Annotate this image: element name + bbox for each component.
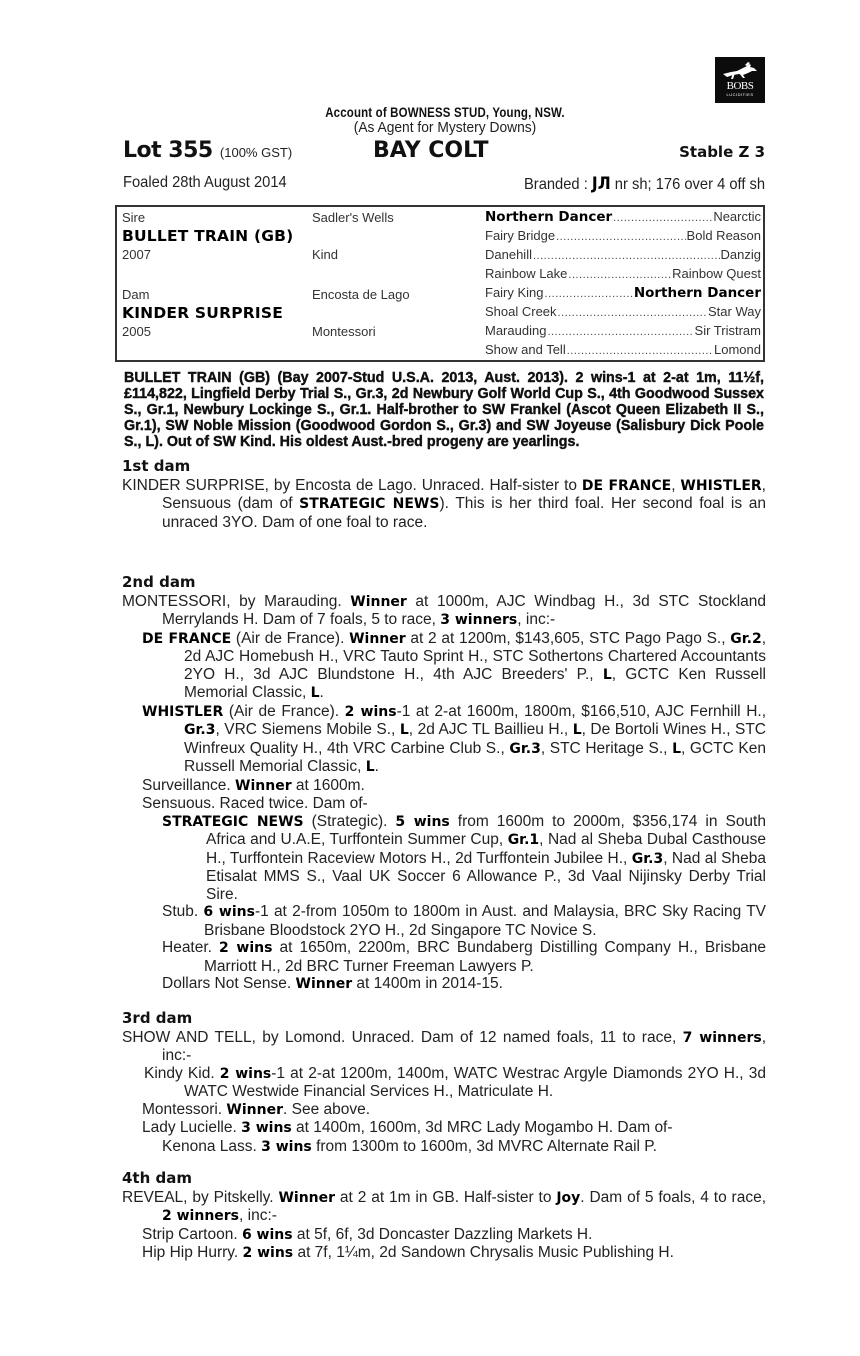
ancestor-left: Shoal Creek (485, 304, 557, 319)
foaled-date: Foaled 28th August 2014 (123, 174, 287, 191)
bold-text: 5 wins (395, 813, 450, 830)
text-run: -1 at 2-from 1050m to 1800m in Aust. and Malaysia, BRC Sky Racing TV Brisbane Bloodstock 2YO H., 2d Singapore TC Novice S. (204, 903, 766, 939)
dam-year: 2005 (122, 324, 151, 339)
bold-text: Winner (235, 777, 292, 794)
text-run: at 1600m. (291, 776, 365, 794)
logo-name: BOBS (726, 80, 754, 92)
progeny-entry (122, 903, 766, 939)
third-dam-section (122, 1010, 766, 1156)
branded-label: Branded : (523, 176, 592, 193)
text-run: , STC Heritage S., (540, 739, 673, 757)
lot-label: Lot 355 (123, 138, 213, 163)
text-run: Lady Lucielle. (142, 1119, 242, 1136)
text-run: ). This is her third foal. Her second foal is an unraced 3YO. Dam of one foal to race. (162, 495, 766, 531)
brand-mark-icon: JЛ (591, 174, 611, 194)
ancestor-left: Marauding (485, 323, 547, 338)
bold-text: Winner (295, 976, 353, 992)
pedigree-table (115, 205, 765, 362)
sire-summary: BULLET TRAIN (GB) (Bay 2007-Stud U.S.A. 2013, Aust. 2013). 2 wins-1 at 2-at 1m, 11½f, £114,822, Lingfield Derby Trial S., Gr.3, 2d Newbury Golf World Cup S., 4th Goodwood Sussex S., Gr.1, Newbury Lockinge S., Gr.1. Half-brother to SW Frankel (Ascot Queen Elizabeth II S., Gr.1), SW Noble Mission (Goodwood Gordon S., Gr.3) and SW Joyeuse (Salisbury Dick Poole S., L). Out of SW Kind. His oldest Aust.-bred progeny are yearlings. (124, 370, 764, 450)
text-run: (Air de France). (231, 629, 350, 647)
pedigree-row (485, 304, 761, 322)
text-run: Dollars Not Sense. (162, 975, 296, 992)
bold-text: Gr.3 (631, 850, 664, 867)
horse-description: BAY COLT (373, 138, 489, 163)
text-run: , Nad al Sheba Dubal Casthouse H., Turffontein Raceview Motors H., 2d Turffontein Jubilee H., (206, 831, 766, 867)
leader-dots (558, 307, 707, 319)
text-run: at 2 at 1m in GB. Half-sister to (335, 1188, 557, 1206)
ancestor-right: Rainbow Quest (672, 266, 761, 281)
progeny-entry (122, 1065, 766, 1101)
grand-progeny-entry (122, 1138, 766, 1157)
text-run: , VRC Siemens Mobile S., (215, 721, 400, 738)
vendor-account: Account of BOWNESS STUD, Young, NSW. (325, 104, 565, 120)
bold-text: 7 winners (682, 1029, 762, 1046)
ancestor-left: Rainbow Lake (485, 266, 568, 281)
bold-text: 2 wins (219, 1065, 272, 1082)
pedigree-row (485, 323, 761, 341)
leader-dots (556, 231, 685, 243)
text-run: , 2d AJC TL Baillieu H., (408, 721, 573, 738)
text-run: from 1300m to 1600m, 3d MVRC Alternate Rail P. (311, 1137, 657, 1155)
bold-text: Joy (556, 1189, 581, 1206)
vendor-agent: (As Agent for Mystery Downs) (353, 119, 537, 136)
text-run: Stub. (162, 903, 204, 920)
text-run: MONTESSORI, by Marauding. (122, 592, 351, 610)
bold-text: DE FRANCE (142, 630, 232, 647)
progeny-entry (122, 1244, 766, 1263)
bold-text: Gr.1 (507, 832, 540, 848)
horse-name-bold: DE FRANCE (581, 477, 672, 494)
text-run: REVEAL, by Pitskelly. (122, 1188, 279, 1206)
progeny-entry (122, 1119, 766, 1138)
bold-text: L (399, 722, 409, 738)
leader-dots (533, 250, 720, 262)
sire-year: 2007 (122, 247, 151, 262)
sire-dam: Kind (312, 247, 339, 262)
text-run: , GCTC Ken Russell Memorial Classic, (184, 739, 766, 775)
bold-text: Winner (350, 593, 407, 610)
text-run: SHOW AND TELL, by Lomond. Unraced. Dam of 12 named foals, 11 to race, (122, 1028, 683, 1046)
progeny-entry (122, 939, 766, 975)
text-run: at 1400m, 1600m, 3d MRC Lady Mogambo H. Dam of- (291, 1119, 673, 1136)
horse-name-bold: STRATEGIC NEWS (299, 496, 440, 512)
bold-text: 6 wins (241, 1226, 293, 1243)
section-heading: 2nd dam (122, 573, 196, 591)
progeny-entry (122, 1101, 766, 1120)
ancestor-right: Northern Dancer (633, 285, 761, 301)
jockey-horse-icon (721, 62, 759, 80)
progeny-entry: Sensuous. Raced twice. Dam of- (142, 795, 368, 812)
gst-note: (100% GST) (219, 145, 293, 160)
ancestor-right: Star Way (708, 304, 761, 319)
bold-text: 3 wins (241, 1120, 292, 1136)
bobs-logo (715, 57, 765, 103)
dam-name: KINDER SURPRISE (122, 304, 284, 322)
text-run: , Nad al Sheba Etisalat MMS S., Vaal UK Soccer 6 Allowance P., 3d Vaal Nijinsky Derby Trial Sire. (206, 849, 766, 903)
bold-text: Gr.3 (509, 740, 541, 757)
progeny-entry (122, 1226, 766, 1245)
text-run: , (671, 476, 681, 494)
bold-text: 2 wins (219, 940, 273, 956)
pedigree-row (485, 266, 761, 284)
second-dam-section (122, 574, 766, 994)
text-run: at 2 at 1200m, $143,605, STC Pago Pago S., (405, 629, 731, 647)
ancestor-right: Danzig (720, 247, 761, 262)
ancestor-left: Northern Dancer (485, 209, 613, 225)
lot-row (123, 138, 765, 168)
text-run: , De Bortoli Wines H., STC Winfreux Quality H., 4th VRC Carbine Club S., (184, 721, 766, 757)
bold-text: L (672, 740, 681, 757)
ancestor-right: Nearctic (713, 209, 761, 224)
text-run: Montessori. (142, 1100, 227, 1118)
text-run: Hip Hip Hurry. (142, 1244, 243, 1261)
bold-text: 3 wins (261, 1138, 312, 1155)
text-run: Strip Cartoon. (142, 1225, 242, 1243)
text-run: -1 at 2-at 1600m, 1800m, $166,510, AJC Fernhill H., (396, 702, 767, 720)
dam-paragraph (122, 593, 766, 630)
bold-text: L (572, 722, 582, 738)
text-run: at 1400m in 2014-15. (352, 975, 503, 992)
bold-text: Gr.3 (184, 722, 216, 738)
progeny-entry (122, 703, 766, 777)
fourth-dam-section (122, 1170, 766, 1263)
dam-label: Dam (122, 287, 150, 302)
ancestor-right: Sir Tristram (694, 323, 761, 338)
dam-paragraph (122, 477, 766, 532)
section-heading: 1st dam (122, 457, 191, 475)
text-run: , inc:- (517, 611, 556, 628)
text-run: , GCTC Ken Russell Memorial Classic, (184, 665, 767, 701)
text-run: , 2d AJC Homebush H., VRC Tauto Sprint H., STC Sothertons Chartered Accountants 2YO H., 3d AJC Blundstone H., 4th AJC Breeders' P., (184, 629, 767, 683)
text-run: Kindy Kid. (144, 1064, 220, 1082)
text-run: . See above. (283, 1100, 371, 1118)
pedigree-row (485, 285, 761, 303)
sire-sire: Sadler's Wells (312, 210, 394, 225)
text-run: , inc:- (239, 1207, 277, 1224)
lot-number (123, 138, 292, 163)
leader-dots (547, 326, 693, 338)
ancestor-left: Show and Tell (485, 342, 566, 357)
horse-name-bold: WHISTLER (680, 477, 762, 494)
progeny-entry (122, 777, 766, 796)
progeny-entry (122, 630, 766, 703)
bold-text: Winner (349, 630, 406, 647)
bold-text: Gr.2 (730, 630, 762, 647)
ancestor-left: Fairy Bridge (485, 228, 556, 243)
text-run: Heater. (162, 939, 220, 956)
text-run: . (319, 684, 324, 701)
bold-text: L (310, 685, 320, 701)
text-run: at 1000m, AJC Windbag H., 3d STC Stockland Merrylands H. Dam of 7 foals, 5 to race, (162, 592, 767, 628)
stable-location: Stable Z 3 (679, 143, 765, 161)
ancestor-right: Bold Reason (686, 228, 761, 243)
dam-paragraph (122, 1189, 766, 1226)
pedigree-row (485, 228, 761, 246)
sire-label: Sire (122, 210, 146, 225)
bold-text: 2 wins (242, 1245, 294, 1261)
pedigree-row (485, 247, 761, 265)
dam-sire: Encosta de Lago (312, 287, 410, 302)
sire-name: BULLET TRAIN (GB) (122, 227, 294, 245)
text-run: . (374, 758, 379, 775)
text-run: from 1600m to 2000m, $356,174 in South Africa and U.A.E, Turffontein Summer Cup, (206, 812, 766, 848)
bold-text: Winner (226, 1101, 283, 1118)
grand-progeny-entry (122, 813, 766, 904)
text-run: (Strategic). (303, 812, 396, 830)
leader-dots (545, 288, 633, 300)
bold-text: 6 wins (203, 904, 255, 920)
bold-text: L (602, 666, 612, 683)
text-run: at 7f, 1¼m, 2d Sandown Chrysalis Music Publishing H. (293, 1244, 674, 1261)
bold-text: 2 winners (162, 1208, 240, 1224)
dam-paragraph (122, 1029, 766, 1065)
progeny-entry (122, 975, 766, 994)
text-run: , Sensuous (dam of (162, 476, 766, 512)
dam-dam: Montessori (312, 324, 376, 339)
logo-sub: LUCIDITIES (726, 92, 754, 97)
bold-text: WHISTLER (142, 703, 224, 720)
bold-text: STRATEGIC NEWS (162, 813, 304, 830)
ancestor-right: Lomond (714, 342, 761, 357)
text-run: , inc:- (162, 1028, 767, 1064)
text-run: at 1650m, 2200m, BRC Bundaberg Distilling Company H., Brisbane Marriott H., 2d BRC Turner Freeman Lawyers P. (204, 939, 766, 975)
text-run: KINDER SURPRISE, by Encosta de Lago. Unraced. Half-sister to (122, 476, 582, 494)
section-heading: 3rd dam (122, 1009, 193, 1027)
leader-dots (613, 212, 712, 224)
first-dam-section (122, 458, 766, 531)
brand-info (524, 174, 765, 194)
text-run: -1 at 2-at 1200m, 1400m, WATC Westrac Argyle Diamonds 2YO H., 3d WATC Westwide Financial Services H., Matriculate H. (184, 1064, 766, 1100)
pedigree-row (485, 209, 761, 227)
bold-text: L (365, 759, 375, 775)
text-run: . Dam of 5 foals, 4 to race, (580, 1188, 767, 1206)
text-run: at 5f, 6f, 3d Doncaster Dazzling Markets H. (292, 1225, 593, 1243)
section-heading: 4th dam (122, 1169, 192, 1187)
bold-text: 2 wins (344, 703, 397, 720)
text-run: Surveillance. (142, 776, 236, 794)
bold-text: Winner (278, 1189, 336, 1206)
ancestor-left: Fairy King (485, 285, 544, 300)
pedigree-row (485, 342, 761, 360)
bold-text: 3 winners (440, 612, 518, 628)
text-run: Kenona Lass. (162, 1137, 262, 1155)
brand-description: nr sh; 176 over 4 off sh (610, 176, 765, 193)
ancestor-left: Danehill (485, 247, 532, 262)
leader-dots (567, 345, 713, 357)
text-run: (Air de France). (223, 702, 345, 720)
leader-dots (568, 269, 671, 281)
